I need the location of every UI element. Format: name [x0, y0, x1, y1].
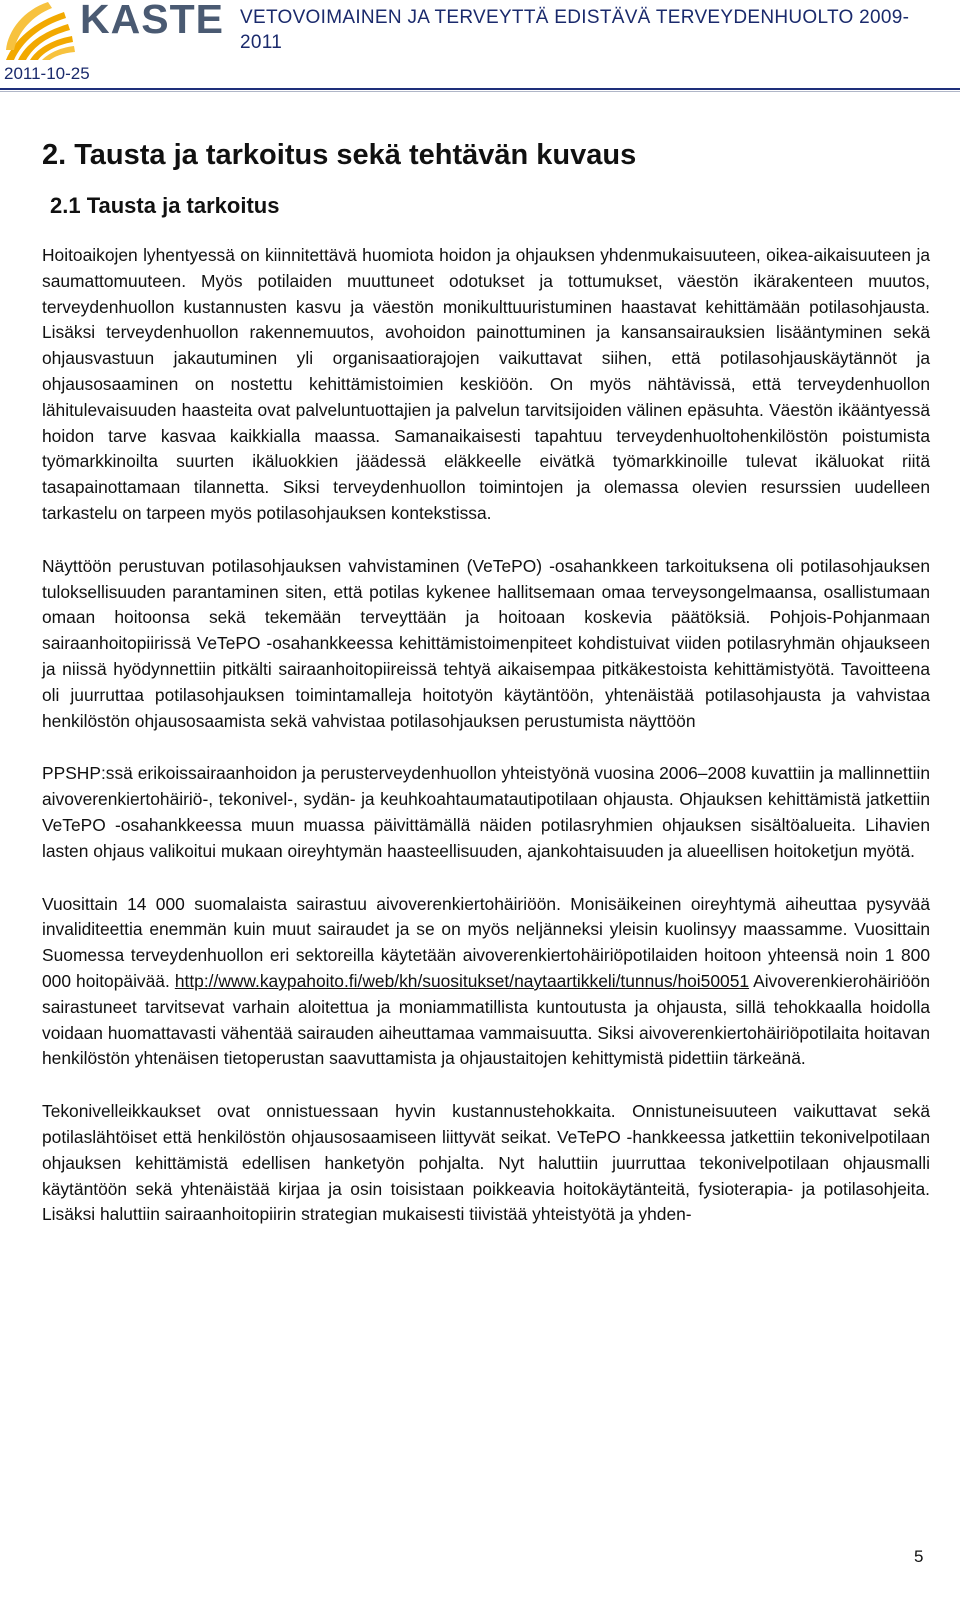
- paragraph-3: PPSHP:ssä erikoissairaanhoidon ja perusterveydenhuollon yhteistyönä vuosina 2006–2008 kuvattiin ja mallinnettiin aivoverenkiertohäiriö-, tekonivel-, sydän- ja keuhkoahtaumatautipotilaan ohjausta. Ohjauksen kehittämistä jatkettiin VeTePO -osahankkeessa muun muassa päivittämällä näiden potilasryhmien ohjauksen sisältöalueita. Lihavien lasten ohjaus valikoitui mukaan oireyhtymän haasteellisuuden, ajankohtaisuuden ja alueellisen hoitoketjun myötä.: [42, 763, 930, 861]
- chapter-title: 2. Tausta ja tarkoitus sekä tehtävän kuvaus: [42, 139, 637, 171]
- header-date: 2011-10-25: [4, 64, 90, 83]
- kaypahoito-link[interactable]: http://www.kaypahoito.fi/web/kh/suositukset/naytaartikkeli/tunnus/hoi50051: [174, 970, 750, 991]
- logo-wordmark: KASTE: [80, 0, 224, 42]
- page-number: 5: [914, 1547, 924, 1566]
- paragraph-2: Näyttöön perustuvan potilasohjauksen vahvistaminen (VeTePO) -osahankkeen tarkoituksena oli potilasohjauksen tuloksellisuuden parantaminen siten, että potilas kykenee hallitsemaan omaa terveysongelmaansa, osallistumaan omaan hoitoonsa sekä tekemään terveyttään ja hoitoaan koskevia päätöksiä. Pohjois-Pohjanmaan sairaanhoitopiirissä VeTePO -osahankkeessa kehittämistoimenpiteet kohdistuivat viiden potilasryhmän ohjaukseen ja niissä hyödynnettiin pitkälti sairaanhoitopiireissä tehtyä aikaisempaa pitkäkestoista kehittämistyötä. Tavoitteena oli juurruttaa potilasohjauksen toimintamalleja hoitotyön käytäntöön, yhtenäistää potilasohjausta ja vahvistaa henkilöstön ohjausosaamista sekä vahvistaa potilasohjauksen perustumista näyttöön: [42, 555, 930, 731]
- sunburst-logo-icon: [4, 0, 84, 62]
- paragraph-4: [42, 892, 930, 1073]
- paragraph-4-text-end: Aivoverenkierohäiriöön sairastuneet tarvitsevat varhain aloitettua ja moniammatillista kuntoutusta ja ohjausta, sillä tehokkaalla hoidolla voidaan huomattavasti vähentää sairauden aiheuttamaa vammaisuutta. Siksi aivoverenkiertohäiriöpotilaita hoitavan henkilöstön yhtenäisen tietoperustan saavuttamista ja ohjaustaitojen kehittymistä pidettiin tärkeänä.: [42, 970, 930, 1069]
- header-title: VETOVOIMAINEN JA TERVEYTTÄ EDISTÄVÄ TERVEYDENHUOLTO 2009-2011: [240, 7, 910, 53]
- paragraph-5: Tekonivelleikkaukset ovat onnistuessaan hyvin kustannustehokkaita. Onnistuneisuuteen vaikuttavat sekä potilaslähtöiset että henkilöstön ohjausosaamiseen liittyvät seikat. VeTePO -hankkeessa jatkettiin tekonivelpotilaan ohjauksen kehittämistä edellisen hanketyön pohjalta. Nyt haluttiin juurruttaa tekonivelpotilaan ohjausmalli käytäntöön sekä yhtenäistää kirjaa ja osin toisistaan poikkeavia hoitokäytänteitä, fysioterapia- ja potilasohjeita. Lisäksi haluttiin sairaanhoitopiirin strategian mukaisesti tiivistää yhteistyötä ja yhden-: [42, 1101, 930, 1225]
- kaste-logo: [4, 0, 224, 56]
- paragraph-4-text-start: Vuosittain 14 000 suomalaista sairastuu aivoverenkiertohäiriöön. Monisäikeinen oireyhtymä aiheuttaa pysyvää invaliditeettia enemmän kuin muut sairaudet ja se on myös neljänneksi yleisin kuolinsyy maassamme. Vuosittain Suomessa terveydenhuollon eri sektoreilla käytetään aivoverenkiertohäiriöpotilaiden hoitoon yhteensä noin 1 800 000 hoitopäivää.: [42, 893, 930, 991]
- header-rule: [0, 88, 960, 90]
- page-header: [0, 0, 960, 92]
- header-rule-shadow: [0, 91, 960, 92]
- section-title: 2.1 Tausta ja tarkoitus: [50, 193, 280, 218]
- paragraph-1: Hoitoaikojen lyhentyessä on kiinnitettävä huomiota hoidon ja ohjauksen yhdenmukaisuuteen, oikea-aikaisuuteen ja saumattomuuteen. Myös potilaiden muuttuneet odotukset ja tottumukset, väestön ikärakenteen muutos, terveydenhuollon kustannusten kasvu ja väestön monikulttuuristuminen haastavat kehittämään potilasohjausta. Lisäksi terveydenhuollon rakennemuutos, avohoidon painottuminen ja kansansairauksien lisääntyminen sekä ohjausvastuun jakautuminen yli organisaatiorajojen vaikuttavat siihen, että potilasohjauskäytännöt ja ohjausosaaminen on nostettu kehittämistoimien keskiöön. On myös nähtävissä, että terveydenhuollon lähitulevaisuuden haasteita ovat palveluntuottajien ja palvelun tarvitsijoiden välinen epäsuhta. Väestön ikääntyessä hoidon tarve kasvaa kaikkialla maassa. Samanaikaisesti tapahtuu terveydenhuoltohenkilöstön poistumista työmarkkinoilta suurten ikäluokkien jäädessä eläkkeelle eivätkä työmarkkinoille tulevat ikäluokat riitä tasapainottamaan tilannetta. Siksi terveydenhuollon toimintojen ja olemassa olevien resurssien uudelleen tarkastelu on tarpeen myös potilasohjauksen kontekstissa.: [42, 245, 930, 523]
- document-body: [42, 135, 930, 1228]
